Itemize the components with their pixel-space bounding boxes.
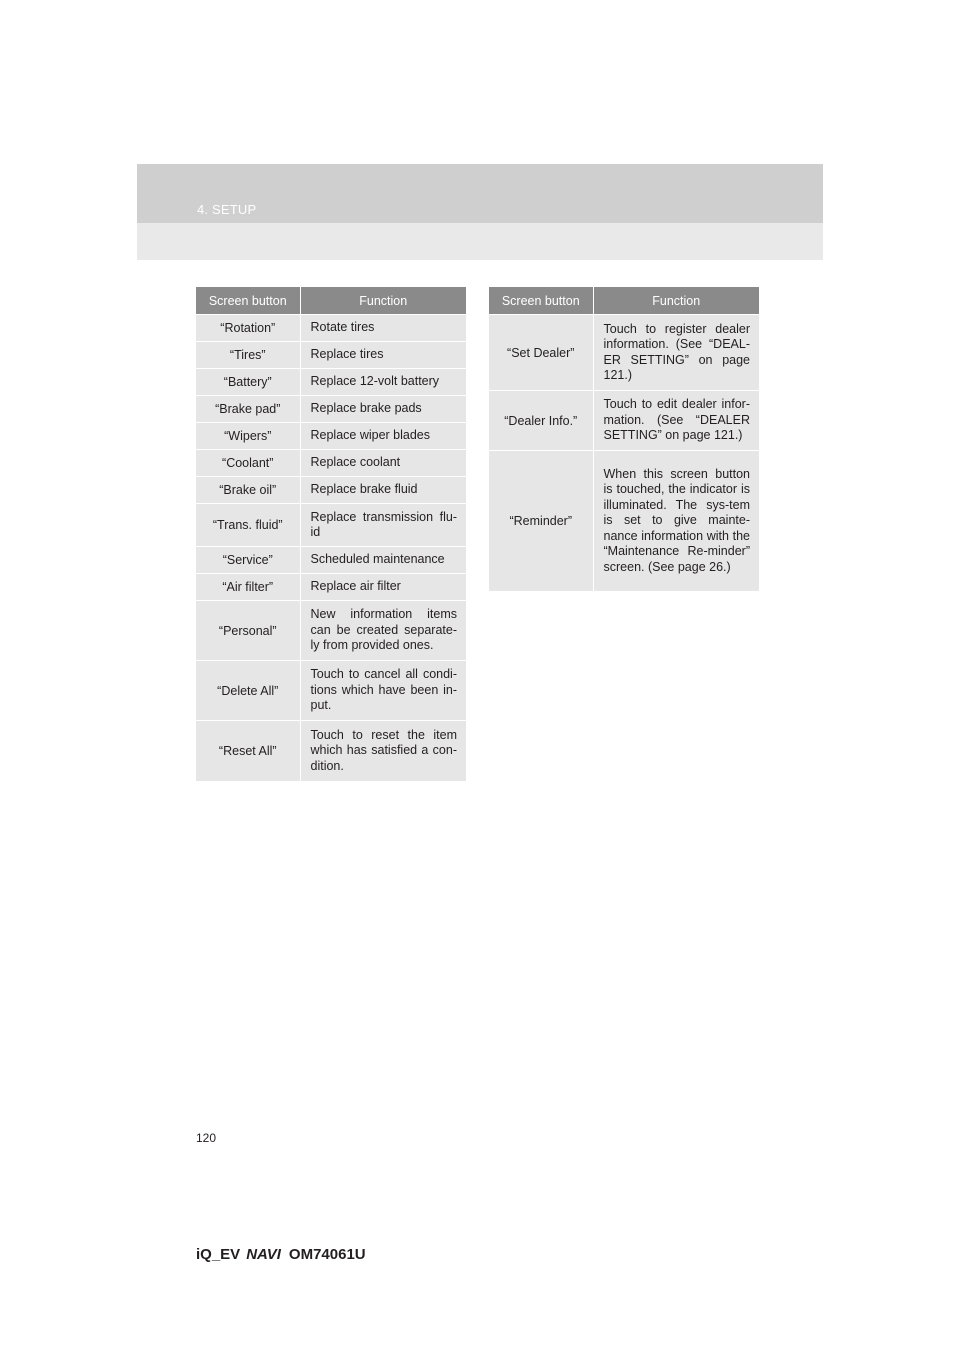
function-cell: Scheduled maintenance [300, 547, 466, 574]
table-row [196, 369, 466, 396]
manual-code-prefix: iQ_EV [196, 1246, 241, 1263]
page-number: 120 [196, 1131, 217, 1145]
column-header-function: Function [300, 287, 466, 315]
section-title: 4. SETUP [197, 202, 257, 217]
table-row [196, 547, 466, 574]
table-row [196, 574, 466, 601]
table-row [196, 315, 466, 342]
table-row [489, 451, 759, 591]
screen-button-cell: “Tires” [196, 342, 300, 369]
screen-button-cell: “Trans. fluid” [196, 504, 300, 547]
function-cell: Replace brake pads [300, 396, 466, 423]
table-row [196, 601, 466, 661]
function-cell: Replace tires [300, 342, 466, 369]
screen-button-cell: “Brake pad” [196, 396, 300, 423]
column-header-function: Function [593, 287, 759, 315]
manual-code-suffix: OM74061U [288, 1246, 366, 1263]
function-cell: Replace brake fluid [300, 477, 466, 504]
screen-button-cell: “Personal” [196, 601, 300, 661]
column-header-screen-button: Screen button [196, 287, 300, 315]
function-cell: Touch to edit dealer infor-mation. (See “DEALER SETTING” on page 121.) [593, 391, 759, 451]
screen-button-cell: “Reset All” [196, 721, 300, 781]
table-row [196, 396, 466, 423]
function-cell: New information items can be created separate-ly from provided ones. [300, 601, 466, 661]
table-header-row [196, 287, 466, 315]
function-cell: Replace wiper blades [300, 423, 466, 450]
function-cell: Touch to register dealer information. (See “DEAL-ER SETTING” on page 121.) [593, 315, 759, 391]
function-cell: Replace air filter [300, 574, 466, 601]
function-cell: Rotate tires [300, 315, 466, 342]
function-cell: Replace transmission flu-id [300, 504, 466, 547]
function-table-left [196, 287, 466, 781]
table-row [489, 391, 759, 451]
screen-button-cell: “Wipers” [196, 423, 300, 450]
function-cell: Touch to reset the item which has satisfied a con-dition. [300, 721, 466, 781]
manual-code-navi: NAVI [246, 1246, 281, 1263]
screen-button-cell: “Delete All” [196, 661, 300, 721]
table-row [489, 315, 759, 391]
screen-button-cell: “Service” [196, 547, 300, 574]
table-row [196, 504, 466, 547]
screen-button-cell: “Coolant” [196, 450, 300, 477]
table-row [196, 477, 466, 504]
table-row [196, 721, 466, 781]
table-row [196, 342, 466, 369]
function-cell: Replace 12-volt battery [300, 369, 466, 396]
function-cell: When this screen button is touched, the indicator is illuminated. The sys-tem is set to give mainte-nance information with the “Maintenance Re-minder” screen. (See page 26.) [593, 451, 759, 591]
manual-code [196, 1246, 366, 1263]
screen-button-cell: “Battery” [196, 369, 300, 396]
table-header-row [489, 287, 759, 315]
screen-button-cell: “Dealer Info.” [489, 391, 593, 451]
table-row [196, 450, 466, 477]
header-bar [137, 164, 823, 223]
header-band [137, 164, 823, 260]
function-cell: Touch to cancel all condi-tions which have been in-put. [300, 661, 466, 721]
table-row [196, 661, 466, 721]
screen-button-cell: “Reminder” [489, 451, 593, 591]
screen-button-cell: “Set Dealer” [489, 315, 593, 391]
screen-button-cell: “Air filter” [196, 574, 300, 601]
screen-button-cell: “Brake oil” [196, 477, 300, 504]
column-header-screen-button: Screen button [489, 287, 593, 315]
screen-button-cell: “Rotation” [196, 315, 300, 342]
function-cell: Replace coolant [300, 450, 466, 477]
function-table-right [489, 287, 759, 591]
table-row [196, 423, 466, 450]
